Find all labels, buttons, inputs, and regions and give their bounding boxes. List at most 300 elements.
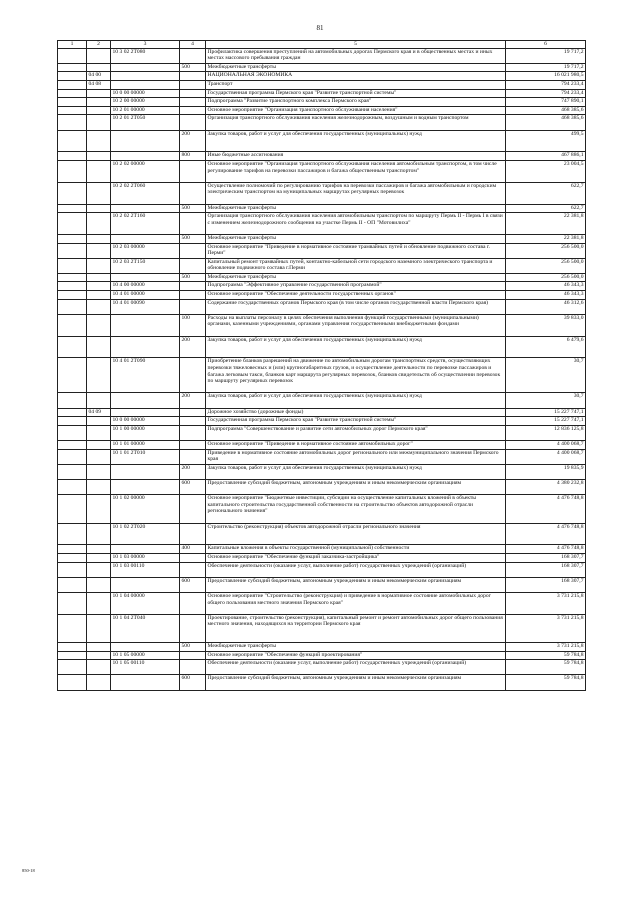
table-row <box>58 80 586 89</box>
cell-section <box>58 182 87 204</box>
cell-section <box>58 651 87 660</box>
cell-article: 10 2 02 00000 <box>111 160 180 182</box>
cell-amount: 4 380 232,8 <box>506 479 586 494</box>
cell-subsection <box>87 182 111 204</box>
cell-expense-type <box>180 425 206 440</box>
cell-name: Предоставление субсидий бюджетным, автономным учреждениям и иным некоммерческим организациям <box>206 577 506 592</box>
cell-expense-type <box>180 72 206 81</box>
table-row <box>58 234 586 243</box>
cell-article <box>111 408 180 417</box>
cell-name: Закупка товаров, работ и услуг для обеспечения государственных (муниципальных) нужд <box>206 130 506 152</box>
cell-amount: 168 307,7 <box>506 562 586 577</box>
cell-amount: 4 476 748,8 <box>506 545 586 554</box>
cell-section <box>58 213 87 235</box>
cell-expense-type <box>180 441 206 450</box>
cell-amount: 15 227 747,1 <box>506 417 586 426</box>
cell-subsection <box>87 160 111 182</box>
table-row <box>58 299 586 314</box>
cell-article: 10 1 02 00000 <box>111 495 180 523</box>
cell-section <box>58 408 87 417</box>
cell-article <box>111 336 180 358</box>
table-row <box>58 182 586 204</box>
table-row <box>58 545 586 554</box>
cell-article <box>111 464 180 479</box>
cell-section <box>58 204 87 213</box>
table-row <box>58 441 586 450</box>
cell-amount: 15 227 747,1 <box>506 408 586 417</box>
cell-amount: 22 381,8 <box>506 213 586 235</box>
cell-name: Закупка товаров, работ и услуг для обеспечения государственных (муниципальных) нужд <box>206 393 506 408</box>
cell-section <box>58 523 87 545</box>
cell-article <box>111 63 180 72</box>
cell-name: Предоставление субсидий бюджетным, автономным учреждениям и иным некоммерческим организациям <box>206 675 506 690</box>
cell-section <box>58 115 87 130</box>
table-row <box>58 152 586 161</box>
cell-article: 10 4 00 00000 <box>111 282 180 291</box>
cell-name: Содержание государственных органов Пермского края (в том числе органов государственной власти Пермского края) <box>206 299 506 314</box>
cell-subsection <box>87 545 111 554</box>
cell-name: Расходы на выплаты персоналу в целях обеспечения выполнения функций государственными (муниципальными) органами, казенными учреждениями, органами управления государственными внебюджетными фондами <box>206 314 506 336</box>
cell-name: Организация транспортного обслуживания населения автомобильным транспортом по маршруту Пермь II - Пермь I в связи с изменением железнодорожного сообщения на участке Пермь II - ОП "Мотовилиха" <box>206 213 506 235</box>
table-row <box>58 417 586 426</box>
cell-amount: 23 004,5 <box>506 160 586 182</box>
cell-section <box>58 152 87 161</box>
cell-expense-type <box>180 299 206 314</box>
cell-expense-type <box>180 106 206 115</box>
cell-section <box>58 48 87 63</box>
cell-section <box>58 441 87 450</box>
table-row <box>58 562 586 577</box>
cell-subsection <box>87 314 111 336</box>
cell-section <box>58 479 87 494</box>
cell-subsection <box>87 449 111 464</box>
cell-subsection <box>87 358 111 393</box>
cell-subsection <box>87 441 111 450</box>
cell-name: Подпрограмма "Эффективное управление государственной программой" <box>206 282 506 291</box>
cell-name: Предоставление субсидий бюджетным, автономным учреждениям и иным некоммерческим организациям <box>206 479 506 494</box>
cell-amount: 19 717,2 <box>506 63 586 72</box>
cell-expense-type: 500 <box>180 234 206 243</box>
cell-subsection <box>87 464 111 479</box>
cell-section <box>58 425 87 440</box>
cell-article <box>111 314 180 336</box>
cell-expense-type <box>180 291 206 300</box>
cell-expense-type: 500 <box>180 643 206 652</box>
cell-article: 10 2 02 2Т060 <box>111 182 180 204</box>
cell-expense-type: 500 <box>180 273 206 282</box>
cell-amount: 3 731 215,8 <box>506 614 586 642</box>
cell-expense-type <box>180 48 206 63</box>
cell-name: Капитальные вложения в объекты государственной (муниципальной) собственности <box>206 545 506 554</box>
table-row <box>58 651 586 660</box>
cell-article: 10 0 00 00000 <box>111 417 180 426</box>
cell-expense-type: 800 <box>180 152 206 161</box>
cell-article: 10 4 01 00090 <box>111 299 180 314</box>
cell-section <box>58 89 87 98</box>
cell-article: 10 1 05 00000 <box>111 651 180 660</box>
cell-expense-type: 200 <box>180 464 206 479</box>
table-row <box>58 495 586 523</box>
cell-amount: 16 021 980,5 <box>506 72 586 81</box>
table-row <box>58 449 586 464</box>
cell-article: 10 1 05 00110 <box>111 660 180 675</box>
table-row <box>58 130 586 152</box>
cell-subsection <box>87 115 111 130</box>
cell-subsection <box>87 643 111 652</box>
cell-subsection <box>87 130 111 152</box>
cell-subsection <box>87 152 111 161</box>
cell-expense-type <box>180 614 206 642</box>
cell-subsection <box>87 258 111 273</box>
cell-amount: 6 479,6 <box>506 336 586 358</box>
table-row <box>58 675 586 690</box>
page-number: 81 <box>316 24 324 32</box>
cell-amount: 168 307,7 <box>506 577 586 592</box>
cell-name: Межбюджетные трансферты <box>206 273 506 282</box>
cell-expense-type: 500 <box>180 63 206 72</box>
cell-amount: 468 385,6 <box>506 115 586 130</box>
table-row <box>58 358 586 393</box>
cell-expense-type <box>180 408 206 417</box>
cell-name: Основное мероприятие "Организация транспортного обслуживания населения автомобильным транспортом, в том числе регулирование тарифов на перевозки пассажиров и багажа общественным транспортом" <box>206 160 506 182</box>
table-row <box>58 393 586 408</box>
cell-expense-type <box>180 243 206 258</box>
cell-expense-type: 100 <box>180 314 206 336</box>
cell-article <box>111 273 180 282</box>
table-row <box>58 273 586 282</box>
cell-name: Профилактика совершения преступлений на автомобильных дорогах Пермского края и в общественных местах и иных местах массового пребывания граждан <box>206 48 506 63</box>
cell-subsection <box>87 204 111 213</box>
header-col-1: 1 <box>58 41 87 49</box>
cell-section <box>58 417 87 426</box>
cell-subsection: 04 09 <box>87 408 111 417</box>
cell-section <box>58 393 87 408</box>
cell-subsection <box>87 553 111 562</box>
header-col-3: 3 <box>111 41 180 49</box>
cell-amount: 59 784,8 <box>506 651 586 660</box>
cell-expense-type <box>180 89 206 98</box>
cell-section <box>58 130 87 152</box>
cell-section <box>58 562 87 577</box>
cell-amount: 19 717,2 <box>506 48 586 63</box>
cell-name: Дорожное хозяйство (дорожные фонды) <box>206 408 506 417</box>
table-row <box>58 643 586 652</box>
cell-name: НАЦИОНАЛЬНАЯ ЭКОНОМИКА <box>206 72 506 81</box>
table-row <box>58 592 586 614</box>
cell-amount: 4 476 748,8 <box>506 495 586 523</box>
table-row <box>58 408 586 417</box>
cell-section <box>58 464 87 479</box>
cell-expense-type <box>180 80 206 89</box>
cell-subsection <box>87 577 111 592</box>
cell-name: Транспорт <box>206 80 506 89</box>
cell-amount: 256 500,0 <box>506 258 586 273</box>
cell-section <box>58 314 87 336</box>
cell-amount: 4 476 748,8 <box>506 523 586 545</box>
cell-name: Межбюджетные трансферты <box>206 643 506 652</box>
cell-expense-type <box>180 660 206 675</box>
cell-article <box>111 577 180 592</box>
cell-expense-type <box>180 182 206 204</box>
cell-article: 10 4 01 2Т090 <box>111 358 180 393</box>
cell-name: Проектирование, строительство (реконструкция), капитальный ремонт и ремонт автомобильных дорог общего пользования местного значения, находящихся на территории Пермского края <box>206 614 506 642</box>
cell-subsection <box>87 417 111 426</box>
cell-section <box>58 675 87 690</box>
table-row <box>58 72 586 81</box>
cell-expense-type: 500 <box>180 204 206 213</box>
cell-subsection <box>87 273 111 282</box>
cell-amount: 622,7 <box>506 182 586 204</box>
cell-expense-type: 200 <box>180 336 206 358</box>
cell-subsection <box>87 213 111 235</box>
cell-section <box>58 273 87 282</box>
cell-article: 10 0 00 00000 <box>111 89 180 98</box>
table-row <box>58 115 586 130</box>
cell-article: 10 2 00 00000 <box>111 98 180 107</box>
table-row <box>58 553 586 562</box>
cell-subsection: 04 00 <box>87 72 111 81</box>
cell-section <box>58 258 87 273</box>
cell-name: Основное мероприятие "Приведение в нормативное состояние трамвайных путей и обновление подвижного состава г. Перми" <box>206 243 506 258</box>
cell-name: Подпрограмма "Совершенствование и развитие сети автомобильных дорог Пермского края" <box>206 425 506 440</box>
header-col-5: 5 <box>206 41 506 49</box>
table-row <box>58 243 586 258</box>
table-row <box>58 213 586 235</box>
cell-section <box>58 291 87 300</box>
cell-subsection <box>87 234 111 243</box>
cell-amount: 46 312,6 <box>506 299 586 314</box>
cell-name: Основное мероприятие "Обеспечение функций заказчика-застройщика" <box>206 553 506 562</box>
cell-section <box>58 336 87 358</box>
cell-article: 10 1 02 2Т020 <box>111 523 180 545</box>
table-row <box>58 291 586 300</box>
cell-section <box>58 80 87 89</box>
cell-article <box>111 234 180 243</box>
cell-amount: 39 833,0 <box>506 314 586 336</box>
cell-expense-type <box>180 449 206 464</box>
cell-subsection <box>87 651 111 660</box>
cell-article: 10 2 03 2Т150 <box>111 258 180 273</box>
cell-name: Капитальный ремонт трамвайных путей, контактно-кабельной сети городского наземного электрического транспорта и обновление подвижного состава г.Перми <box>206 258 506 273</box>
cell-article <box>111 152 180 161</box>
cell-expense-type <box>180 553 206 562</box>
cell-name: Осуществление полномочий по регулированию тарифов на перевозки пассажиров и багажа автомобильным и городским электрическим транспортом на муниципальных маршрутах регулярных перевозок <box>206 182 506 204</box>
cell-section <box>58 449 87 464</box>
cell-article: 10 4 01 00000 <box>111 291 180 300</box>
cell-section <box>58 592 87 614</box>
cell-article: 10 2 01 2Т050 <box>111 115 180 130</box>
table-row <box>58 523 586 545</box>
cell-section <box>58 614 87 642</box>
cell-article: 10 3 02 2Т080 <box>111 48 180 63</box>
cell-name: Межбюджетные трансферты <box>206 204 506 213</box>
cell-article: 10 1 01 2Т010 <box>111 449 180 464</box>
cell-subsection <box>87 106 111 115</box>
cell-name: Межбюджетные трансферты <box>206 234 506 243</box>
cell-amount: 256 500,0 <box>506 273 586 282</box>
cell-subsection <box>87 675 111 690</box>
cell-name: Основное мероприятие "Организация транспортного обслуживания населения" <box>206 106 506 115</box>
cell-expense-type <box>180 592 206 614</box>
cell-name: Обеспечение деятельности (оказание услуг, выполнение работ) государственных учреждений (организаций) <box>206 660 506 675</box>
cell-article <box>111 643 180 652</box>
cell-name: Организация транспортного обслуживания населения железнодорожным, воздушным и водным транспортом <box>206 115 506 130</box>
cell-name: Приобретение бланков разрешений на движение по автомобильным дорогам транспортных средств, осуществляющих перевозки тяжеловесных и (или) крупногабаритных грузов, и осуществление деятельности по перевозке пассажиров и багажа легковым такси, бланков карт маршрута регулярных перевозок, бланков свидетельств об осуществлении перевозок по маршруту регулярных перевозок <box>206 358 506 393</box>
cell-article: 10 1 04 2Т040 <box>111 614 180 642</box>
cell-section <box>58 577 87 592</box>
cell-expense-type: 200 <box>180 130 206 152</box>
table-row <box>58 258 586 273</box>
cell-article: 10 2 01 00000 <box>111 106 180 115</box>
table-row <box>58 282 586 291</box>
cell-amount: 499,5 <box>506 130 586 152</box>
cell-subsection <box>87 523 111 545</box>
cell-amount: 30,7 <box>506 393 586 408</box>
cell-subsection <box>87 393 111 408</box>
cell-subsection: 04 08 <box>87 80 111 89</box>
cell-section <box>58 553 87 562</box>
cell-subsection <box>87 495 111 523</box>
cell-subsection <box>87 98 111 107</box>
cell-subsection <box>87 336 111 358</box>
cell-expense-type <box>180 417 206 426</box>
footer-code: 850-18 <box>22 868 35 873</box>
cell-article <box>111 479 180 494</box>
cell-subsection <box>87 243 111 258</box>
cell-name: Обеспечение деятельности (оказание услуг, выполнение работ) государственных учреждений (организаций) <box>206 562 506 577</box>
cell-amount: 3 731 215,8 <box>506 643 586 652</box>
cell-subsection <box>87 63 111 72</box>
table-row <box>58 98 586 107</box>
cell-article <box>111 204 180 213</box>
table-row <box>58 464 586 479</box>
cell-subsection <box>87 299 111 314</box>
cell-amount: 467 886,1 <box>506 152 586 161</box>
budget-table <box>57 40 586 691</box>
cell-amount: 12 836 125,8 <box>506 425 586 440</box>
table-row <box>58 314 586 336</box>
cell-article <box>111 545 180 554</box>
cell-name: Закупка товаров, работ и услуг для обеспечения государственных (муниципальных) нужд <box>206 336 506 358</box>
cell-expense-type <box>180 562 206 577</box>
cell-amount: 22 381,8 <box>506 234 586 243</box>
cell-amount: 59 784,8 <box>506 660 586 675</box>
cell-expense-type: 600 <box>180 577 206 592</box>
cell-article: 10 2 03 00000 <box>111 243 180 258</box>
cell-section <box>58 358 87 393</box>
cell-amount: 468 385,6 <box>506 106 586 115</box>
cell-name: Основное мероприятие "Обеспечение деятельности государственных органов" <box>206 291 506 300</box>
cell-subsection <box>87 291 111 300</box>
cell-expense-type <box>180 358 206 393</box>
table-row <box>58 160 586 182</box>
table-row <box>58 577 586 592</box>
cell-subsection <box>87 89 111 98</box>
cell-amount: 3 731 215,8 <box>506 592 586 614</box>
cell-name: Приведение в нормативное состояние автомобильных дорог регионального или межмуниципального значения Пермского края <box>206 449 506 464</box>
cell-section <box>58 160 87 182</box>
table-row <box>58 660 586 675</box>
cell-name: Подпрограмма "Развитие транспортного комплекса Пермского края" <box>206 98 506 107</box>
cell-section <box>58 243 87 258</box>
cell-expense-type <box>180 258 206 273</box>
cell-expense-type <box>180 160 206 182</box>
table-body <box>58 48 586 690</box>
cell-name: Закупка товаров, работ и услуг для обеспечения государственных (муниципальных) нужд <box>206 464 506 479</box>
cell-amount: 4 400 068,7 <box>506 449 586 464</box>
cell-section <box>58 63 87 72</box>
cell-amount: 19 835,9 <box>506 464 586 479</box>
cell-name: Основное мероприятие "Строительство (реконструкция) и приведение в нормативное состояние автомобильных дорог общего пользования местного значения Пермского края" <box>206 592 506 614</box>
cell-amount: 59 784,8 <box>506 675 586 690</box>
table-row <box>58 48 586 63</box>
cell-name: Основное мероприятие "Бюджетные инвестиции, субсидии на осуществление капитальных вложений в объекты капитального строительства государственной собственности на строительство объектов автодорожной отрасли регионального значения" <box>206 495 506 523</box>
cell-amount: 46 343,3 <box>506 291 586 300</box>
header-col-2: 2 <box>87 41 111 49</box>
cell-expense-type <box>180 98 206 107</box>
cell-name: Основное мероприятие "Обеспечение функций проектирования" <box>206 651 506 660</box>
table-row <box>58 204 586 213</box>
table-row <box>58 63 586 72</box>
table-row <box>58 106 586 115</box>
cell-amount: 794 233,4 <box>506 80 586 89</box>
cell-subsection <box>87 425 111 440</box>
cell-section <box>58 299 87 314</box>
cell-section <box>58 660 87 675</box>
cell-expense-type: 600 <box>180 479 206 494</box>
table-row <box>58 89 586 98</box>
cell-subsection <box>87 660 111 675</box>
cell-article <box>111 130 180 152</box>
cell-name: Межбюджетные трансферты <box>206 63 506 72</box>
cell-section <box>58 282 87 291</box>
cell-expense-type: 200 <box>180 393 206 408</box>
cell-section <box>58 72 87 81</box>
table-header-row <box>58 41 586 49</box>
cell-article <box>111 393 180 408</box>
cell-expense-type <box>180 115 206 130</box>
cell-name: Основное мероприятие "Приведение в нормативное состояние автомобильных дорог" <box>206 441 506 450</box>
cell-amount: 622,7 <box>506 204 586 213</box>
cell-section <box>58 545 87 554</box>
table-row <box>58 614 586 642</box>
cell-section <box>58 643 87 652</box>
cell-expense-type <box>180 523 206 545</box>
cell-article: 10 1 00 00000 <box>111 425 180 440</box>
header-col-4: 4 <box>180 41 206 49</box>
cell-amount: 4 400 068,7 <box>506 441 586 450</box>
cell-expense-type <box>180 213 206 235</box>
cell-article: 10 1 04 00000 <box>111 592 180 614</box>
cell-name: Иные бюджетные ассигнования <box>206 152 506 161</box>
cell-section <box>58 495 87 523</box>
cell-expense-type <box>180 282 206 291</box>
cell-expense-type: 400 <box>180 545 206 554</box>
table-row <box>58 336 586 358</box>
cell-subsection <box>87 592 111 614</box>
cell-subsection <box>87 479 111 494</box>
cell-article <box>111 72 180 81</box>
table-row <box>58 479 586 494</box>
cell-article <box>111 675 180 690</box>
cell-expense-type <box>180 495 206 523</box>
cell-amount: 30,7 <box>506 358 586 393</box>
cell-subsection <box>87 48 111 63</box>
cell-name: Государственная программа Пермского края "Развитие транспортной системы" <box>206 417 506 426</box>
cell-amount: 747 890,1 <box>506 98 586 107</box>
cell-amount: 168 307,7 <box>506 553 586 562</box>
cell-amount: 46 343,3 <box>506 282 586 291</box>
